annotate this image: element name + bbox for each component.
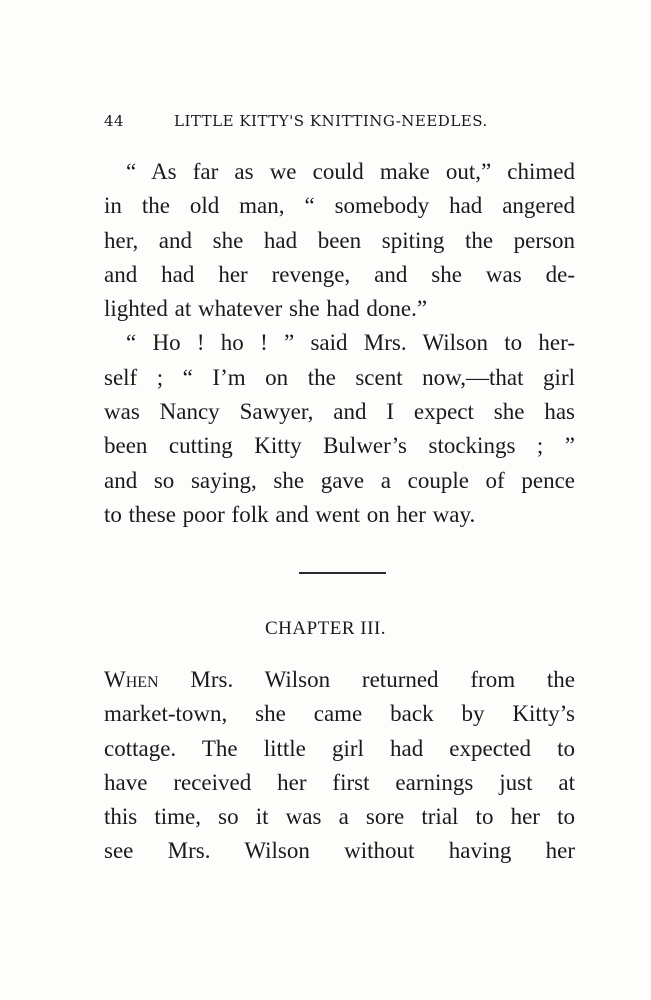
paragraph-3-line: market-town, she came back by Kitty’s — [104, 701, 575, 727]
paragraph-3-line: have received her first earnings just at — [104, 769, 575, 795]
paragraph-2-line: and so saying, she gave a couple of pence — [104, 467, 575, 493]
paragraph-2-line: self ; “ I’m on the scent now,—that girl — [104, 364, 575, 390]
paragraph-2-line: been cutting Kitty Bulwer’s stockings ; ” — [104, 433, 575, 459]
running-title: LITTLE KITTY'S KNITTING-NEEDLES. — [174, 112, 488, 130]
paragraph-3-first-line — [104, 663, 575, 697]
paragraph-1-line: lighted at whatever she had done.” — [104, 296, 428, 322]
chapter-heading: CHAPTER III. — [264, 618, 387, 639]
paragraph-2-line: to these poor folk and went on her way. — [104, 501, 476, 527]
first-line-rest: Mrs. Wilson returned from the — [158, 667, 575, 692]
paragraph-1-line: in the old man, “ somebody had angered — [104, 193, 575, 219]
paragraph-2-line: was Nancy Sawyer, and I expect she has — [104, 399, 575, 425]
page-number: 44 — [104, 112, 125, 130]
text-block-top — [104, 155, 575, 532]
paragraph-1-line: and had her revenge, and she was de- — [104, 261, 575, 287]
paragraph-3-line: this time, so it was a sore trial to her to — [104, 804, 575, 830]
section-divider-rule — [299, 572, 386, 574]
paragraph-1-line: “ As far as we could make out,” chimed — [126, 159, 575, 184]
paragraph-3-line: cottage. The little girl had expected to — [104, 735, 575, 761]
opening-word: When — [104, 667, 159, 692]
paragraph-2-line: “ Ho ! ho ! ” said Mrs. Wilson to her- — [126, 330, 575, 356]
text-block-bottom — [104, 663, 575, 869]
paragraph-1-line: her, and she had been spiting the person — [104, 227, 575, 253]
paragraph-3-line: see Mrs. Wilson without having her — [104, 838, 575, 864]
